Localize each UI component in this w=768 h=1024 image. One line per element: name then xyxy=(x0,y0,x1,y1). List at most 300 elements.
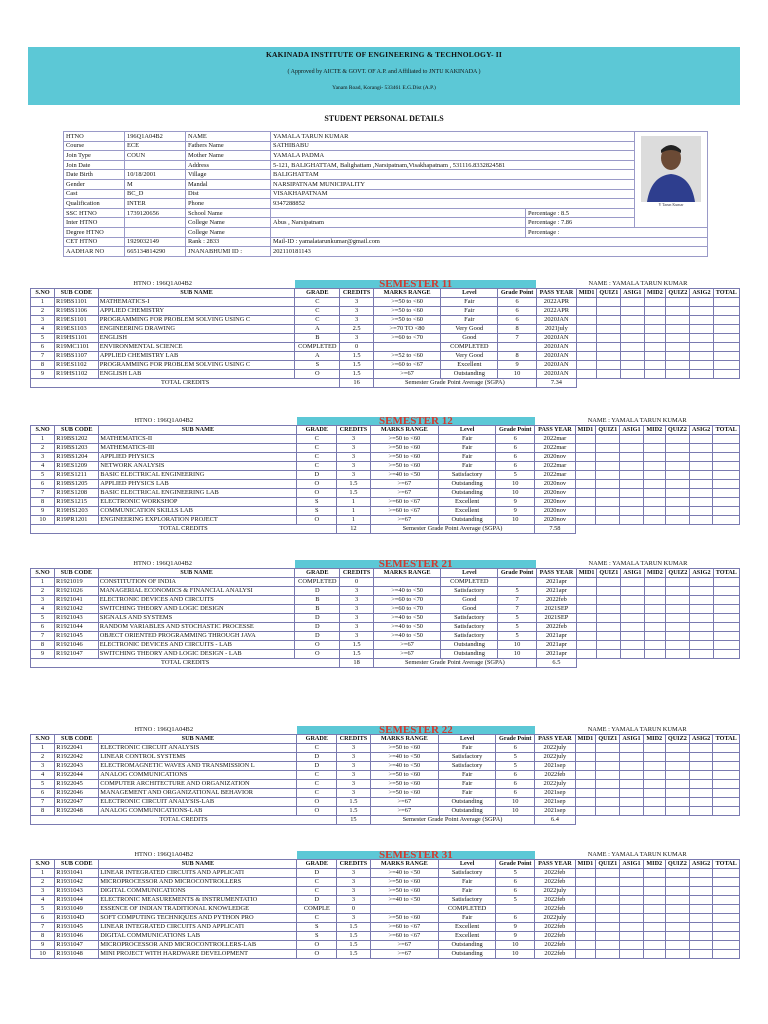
cell: 1.5 xyxy=(337,798,371,807)
label: Mother Name xyxy=(186,151,271,161)
cell: 6 xyxy=(498,307,537,316)
cell: >=60 to <70 xyxy=(373,334,441,343)
photo-caption: Y Tarun Kumar xyxy=(658,202,684,207)
cell: ELECTRONIC MEASUREMENTS & INSTRUMENTATIO xyxy=(99,896,297,905)
value xyxy=(271,208,526,218)
cell: 8 xyxy=(31,641,55,650)
empty-cell xyxy=(689,480,712,489)
cell: Outstanding xyxy=(438,480,495,489)
empty-cell xyxy=(644,325,666,334)
empty-cell xyxy=(643,471,665,480)
empty-cell xyxy=(575,444,596,453)
cell: 6 xyxy=(496,435,535,444)
cell: 2022feb xyxy=(535,771,575,780)
column-header: QUIZ1 xyxy=(596,735,620,744)
cell: D xyxy=(297,762,337,771)
cell: R1931045 xyxy=(55,923,99,932)
empty-cell xyxy=(713,480,740,489)
empty-cell xyxy=(690,596,713,605)
cell: S xyxy=(297,507,337,516)
empty-cell xyxy=(620,771,643,780)
empty-cell xyxy=(713,932,740,941)
cell: O xyxy=(297,489,337,498)
value: 9347288852 xyxy=(271,199,635,209)
total-row xyxy=(31,659,740,668)
empty-cell xyxy=(620,471,643,480)
cell: 9 xyxy=(31,650,55,659)
empty-cell xyxy=(689,780,712,789)
sgpa-value: 7.58 xyxy=(535,525,575,534)
cell: C xyxy=(297,878,337,887)
empty-cell xyxy=(575,941,596,950)
empty-cell xyxy=(620,941,643,950)
cell: >=60 to <67 xyxy=(370,507,438,516)
cell: C xyxy=(297,789,337,798)
empty-cell xyxy=(713,361,739,370)
column-header: ASIG2 xyxy=(689,735,712,744)
affiliation: ( Approved by AICTE & GOVT. OF A.P. and Affiliated to JNTU KAKINADA ) xyxy=(287,69,481,75)
cell: Excellent xyxy=(441,361,498,370)
table-row xyxy=(31,896,740,905)
column-header: MID1 xyxy=(576,569,597,578)
empty-cell xyxy=(576,614,597,623)
cell: 1 xyxy=(337,516,371,525)
spacer xyxy=(576,379,739,388)
cell: 2020nov xyxy=(535,453,575,462)
label: Phone xyxy=(186,199,271,209)
cell: MINI PROJECT WITH HARDWARE DEVELOPMENT xyxy=(99,950,297,959)
cell: 2021sep xyxy=(535,789,575,798)
cell: 1.5 xyxy=(340,650,373,659)
semester-table xyxy=(30,560,740,668)
table-row xyxy=(31,471,740,480)
cell: 10 xyxy=(496,516,535,525)
cell: R1931046 xyxy=(55,932,99,941)
cell: PROGRAMMING FOR PROBLEM SOLVING USING C xyxy=(98,361,295,370)
table-row xyxy=(31,923,740,932)
cell: 3 xyxy=(337,762,371,771)
cell: 3 xyxy=(31,316,55,325)
empty-cell xyxy=(713,325,739,334)
empty-cell xyxy=(576,361,597,370)
cell xyxy=(370,905,438,914)
value: 5-121, BALIGHATTAM, Balighattam ,Narsipatnam,Visakhapatnam , 531116.8332824581 xyxy=(271,160,635,170)
table-row xyxy=(31,325,740,334)
column-header: Grade Point xyxy=(498,569,537,578)
column-header: MARKS RANGE xyxy=(370,426,438,435)
empty-cell xyxy=(596,887,620,896)
empty-cell xyxy=(575,923,596,932)
cell: SIGNALS AND SYSTEMS xyxy=(98,614,295,623)
semester-title: SEMESTER 12 xyxy=(297,417,535,426)
empty-cell xyxy=(575,435,596,444)
table-row xyxy=(31,587,740,596)
total-credits: 16 xyxy=(340,379,373,388)
empty-cell xyxy=(690,587,713,596)
cell: R19ES1215 xyxy=(55,498,99,507)
empty-cell xyxy=(575,516,596,525)
cell: 8 xyxy=(31,498,55,507)
cell: 9 xyxy=(496,932,535,941)
empty-cell xyxy=(575,507,596,516)
cell: 7 xyxy=(498,605,537,614)
empty-cell xyxy=(643,516,665,525)
cell: MATHEMATICS-I xyxy=(98,298,295,307)
empty-cell xyxy=(620,887,643,896)
empty-cell xyxy=(713,462,740,471)
table-row xyxy=(31,435,740,444)
column-header: ASIG2 xyxy=(690,569,713,578)
empty-cell xyxy=(575,753,596,762)
cell: 1 xyxy=(337,498,371,507)
semester-htno: HTNO : 196Q1A04B2 xyxy=(134,417,194,424)
cell: APPLIED CHEMISTRY LAB xyxy=(98,352,295,361)
empty-cell xyxy=(597,325,621,334)
cell: >=50 to <60 xyxy=(370,789,438,798)
sgpa-label: Semester Grade Point Average (SGPA) xyxy=(370,525,535,534)
cell: Satisfactory xyxy=(438,869,495,878)
cell: O xyxy=(297,516,337,525)
cell: D xyxy=(295,623,340,632)
empty-cell xyxy=(596,923,620,932)
column-header: QUIZ1 xyxy=(596,426,620,435)
empty-cell xyxy=(597,596,621,605)
empty-cell xyxy=(597,650,621,659)
cell: >=50 to <60 xyxy=(370,887,438,896)
cell: 9 xyxy=(496,507,535,516)
empty-cell xyxy=(575,744,596,753)
empty-cell xyxy=(575,498,596,507)
empty-cell xyxy=(666,316,690,325)
empty-cell xyxy=(689,753,712,762)
empty-cell xyxy=(575,914,596,923)
cell: 10 xyxy=(496,950,535,959)
empty-cell xyxy=(643,950,665,959)
cell: 3 xyxy=(337,753,371,762)
empty-cell xyxy=(596,507,620,516)
cell: C xyxy=(297,435,337,444)
cell: 6 xyxy=(496,444,535,453)
cell: 2022feb xyxy=(535,905,575,914)
empty-cell xyxy=(596,489,620,498)
column-header: MID2 xyxy=(644,289,666,298)
empty-cell xyxy=(666,587,690,596)
cell: >=67 xyxy=(370,950,438,959)
empty-cell xyxy=(576,578,597,587)
empty-cell xyxy=(575,453,596,462)
cell: 6 xyxy=(496,771,535,780)
empty-cell xyxy=(575,780,596,789)
cell: 2.5 xyxy=(340,325,373,334)
cell: R19BS1204 xyxy=(55,453,99,462)
empty-cell xyxy=(665,887,689,896)
empty-cell xyxy=(596,941,620,950)
empty-cell xyxy=(597,632,621,641)
label: Date Birth xyxy=(64,170,125,180)
cell: 1.5 xyxy=(337,489,371,498)
empty-cell xyxy=(713,941,740,950)
cell: 5 xyxy=(496,753,535,762)
empty-cell xyxy=(620,753,643,762)
empty-cell xyxy=(643,480,665,489)
cell: 3 xyxy=(337,869,371,878)
cell: 9 xyxy=(31,370,55,379)
empty-cell xyxy=(643,887,665,896)
cell: O xyxy=(297,798,337,807)
table-row xyxy=(31,316,740,325)
cell: 3 xyxy=(337,789,371,798)
cell: 3 xyxy=(340,632,373,641)
empty-cell xyxy=(596,950,620,959)
value: 1739120656 xyxy=(125,208,186,218)
cell: 6 xyxy=(496,914,535,923)
cell: ELECTRONIC CIRCUIT ANALYSIS xyxy=(99,744,297,753)
empty-cell xyxy=(596,878,620,887)
empty-cell xyxy=(597,641,621,650)
empty-cell xyxy=(690,641,713,650)
column-header: ASIG1 xyxy=(620,735,643,744)
column-header: Level xyxy=(441,569,498,578)
label: College Name xyxy=(186,218,271,228)
column-header: ASIG2 xyxy=(690,289,713,298)
value: NARSIPATNAM MUNICIPALITY xyxy=(271,179,635,189)
cell: 7 xyxy=(31,798,55,807)
cell: 2021apr xyxy=(536,650,576,659)
empty-cell xyxy=(597,352,621,361)
cell: 2022feb xyxy=(535,923,575,932)
empty-cell xyxy=(713,887,740,896)
empty-cell xyxy=(665,762,689,771)
empty-cell xyxy=(643,923,665,932)
column-header: CREDITS xyxy=(337,735,371,744)
empty-cell xyxy=(713,435,740,444)
empty-cell xyxy=(666,352,690,361)
empty-cell xyxy=(689,905,712,914)
table-row xyxy=(31,489,740,498)
cell: 6 xyxy=(496,744,535,753)
empty-cell xyxy=(575,798,596,807)
cell: Outstanding xyxy=(438,516,495,525)
cell: 3 xyxy=(340,334,373,343)
column-header: MARKS RANGE xyxy=(370,735,438,744)
cell: >=40 to <50 xyxy=(370,471,438,480)
empty-cell xyxy=(621,605,644,614)
cell: 7 xyxy=(31,352,55,361)
empty-cell xyxy=(643,762,665,771)
cell: B xyxy=(295,596,340,605)
cell: 3 xyxy=(337,780,371,789)
empty-cell xyxy=(620,462,643,471)
cell: R19HS1101 xyxy=(55,334,99,343)
table-row xyxy=(31,596,740,605)
cell: >=67 xyxy=(370,489,438,498)
cell: Satisfactory xyxy=(441,632,498,641)
cell: MATHEMATICS-II xyxy=(99,435,297,444)
value: INTER xyxy=(125,199,186,209)
empty-cell xyxy=(689,771,712,780)
column-header: TOTAL xyxy=(713,426,740,435)
cell: R19BS1107 xyxy=(55,352,99,361)
cell: 0 xyxy=(340,343,373,352)
empty-cell xyxy=(713,905,740,914)
empty-cell xyxy=(575,480,596,489)
cell: >=40 to <50 xyxy=(373,614,441,623)
empty-cell xyxy=(576,623,597,632)
cell: ENGINEERING EXPLORATION PROJECT xyxy=(99,516,297,525)
empty-cell xyxy=(620,507,643,516)
empty-cell xyxy=(596,471,620,480)
column-header: MID2 xyxy=(644,569,666,578)
cell: 3 xyxy=(337,471,371,480)
empty-cell xyxy=(620,780,643,789)
column-header: MID1 xyxy=(575,860,596,869)
cell: >=50 to <60 xyxy=(370,435,438,444)
cell: R1922043 xyxy=(55,762,99,771)
cell: 1.5 xyxy=(337,932,371,941)
label: SSC HTNO xyxy=(64,208,125,218)
cell: 5 xyxy=(31,614,55,623)
cell: ANALOG COMMUNICATIONS-LAB xyxy=(99,807,297,816)
cell: Fair xyxy=(438,771,495,780)
cell: 3 xyxy=(340,316,373,325)
empty-cell xyxy=(713,370,739,379)
cell: Fair xyxy=(438,444,495,453)
cell: >=67 xyxy=(373,370,441,379)
empty-cell xyxy=(643,869,665,878)
empty-cell xyxy=(690,578,713,587)
empty-cell xyxy=(713,498,740,507)
column-header: PASS YEAR xyxy=(535,735,575,744)
cell: R193104D xyxy=(55,914,99,923)
cell: R1922045 xyxy=(55,780,99,789)
label: AADHAR NO xyxy=(64,247,125,257)
empty-cell xyxy=(713,798,740,807)
column-header: ASIG1 xyxy=(621,289,644,298)
empty-cell xyxy=(713,352,739,361)
table-row xyxy=(31,762,740,771)
empty-cell xyxy=(666,641,690,650)
cell: R19ES1102 xyxy=(55,361,99,370)
table-row xyxy=(31,370,740,379)
empty-cell xyxy=(643,507,665,516)
empty-cell xyxy=(596,932,620,941)
table-row xyxy=(31,462,740,471)
column-header: QUIZ1 xyxy=(596,860,620,869)
empty-cell xyxy=(620,444,643,453)
column-header: Grade Point xyxy=(496,860,535,869)
column-header: MID2 xyxy=(643,426,665,435)
cell: 1.5 xyxy=(340,641,373,650)
cell: 5 xyxy=(31,471,55,480)
empty-cell xyxy=(689,950,712,959)
cell: 2022feb xyxy=(535,941,575,950)
spacer xyxy=(576,659,739,668)
empty-cell xyxy=(690,298,713,307)
sgpa-value: 6.4 xyxy=(535,816,575,825)
cell: 6 xyxy=(496,453,535,462)
semester-student-name: NAME : YAMALA TARUN KUMAR xyxy=(587,726,687,733)
empty-cell xyxy=(643,807,665,816)
cell: 9 xyxy=(31,507,55,516)
cell: R19ES1208 xyxy=(55,489,99,498)
empty-cell xyxy=(620,516,643,525)
empty-cell xyxy=(713,914,740,923)
cell: 3 xyxy=(340,307,373,316)
cell: 6 xyxy=(498,298,537,307)
empty-cell xyxy=(644,298,666,307)
empty-cell xyxy=(713,807,740,816)
empty-cell xyxy=(665,507,689,516)
empty-cell xyxy=(643,896,665,905)
empty-cell xyxy=(713,307,739,316)
value xyxy=(125,160,186,170)
empty-cell xyxy=(713,780,740,789)
cell: R1921045 xyxy=(55,632,99,641)
cell: 2020JAN xyxy=(536,370,576,379)
empty-cell xyxy=(643,932,665,941)
cell: 2021SEP xyxy=(536,605,576,614)
cell: 9 xyxy=(496,923,535,932)
empty-cell xyxy=(690,325,713,334)
column-header: SUB CODE xyxy=(55,289,99,298)
semester-student-name: NAME : YAMALA TARUN KUMAR xyxy=(587,851,687,858)
cell: 2020JAN xyxy=(536,352,576,361)
column-header: SUB CODE xyxy=(55,735,99,744)
empty-cell xyxy=(596,444,620,453)
cell: 6 xyxy=(31,914,55,923)
empty-cell xyxy=(644,316,666,325)
photo-cell xyxy=(635,132,708,228)
column-header: MID1 xyxy=(576,289,597,298)
total-credits-label: TOTAL CREDITS xyxy=(31,525,337,534)
cell: DIGITAL COMMUNICATIONS LAB xyxy=(99,932,297,941)
empty-cell xyxy=(689,762,712,771)
empty-cell xyxy=(665,896,689,905)
cell: 3 xyxy=(337,896,371,905)
empty-cell xyxy=(576,298,597,307)
table-row xyxy=(31,614,740,623)
cell: 2 xyxy=(31,307,55,316)
cell xyxy=(373,578,441,587)
empty-cell xyxy=(575,950,596,959)
table-row xyxy=(31,343,740,352)
empty-cell xyxy=(665,462,689,471)
cell: >=60 to <67 xyxy=(370,498,438,507)
column-header: Level xyxy=(438,426,495,435)
cell: MANAGERIAL ECONOMICS & FINANCIAL ANALYSI xyxy=(98,587,295,596)
cell: 3 xyxy=(337,878,371,887)
cell: C xyxy=(297,444,337,453)
cell: C xyxy=(297,780,337,789)
cell: >=67 xyxy=(370,798,438,807)
cell: >=40 to <50 xyxy=(370,869,438,878)
empty-cell xyxy=(689,923,712,932)
cell: Satisfactory xyxy=(438,762,495,771)
empty-cell xyxy=(644,605,666,614)
empty-cell xyxy=(689,932,712,941)
cell: Excellent xyxy=(438,923,495,932)
cell: R19BS1101 xyxy=(55,298,99,307)
empty-cell xyxy=(597,307,621,316)
cell: COMPLETED xyxy=(438,905,495,914)
table-row xyxy=(31,444,740,453)
empty-cell xyxy=(621,596,644,605)
cell: R19BS1106 xyxy=(55,307,99,316)
empty-cell xyxy=(576,587,597,596)
empty-cell xyxy=(689,798,712,807)
empty-cell xyxy=(690,361,713,370)
empty-cell xyxy=(665,950,689,959)
